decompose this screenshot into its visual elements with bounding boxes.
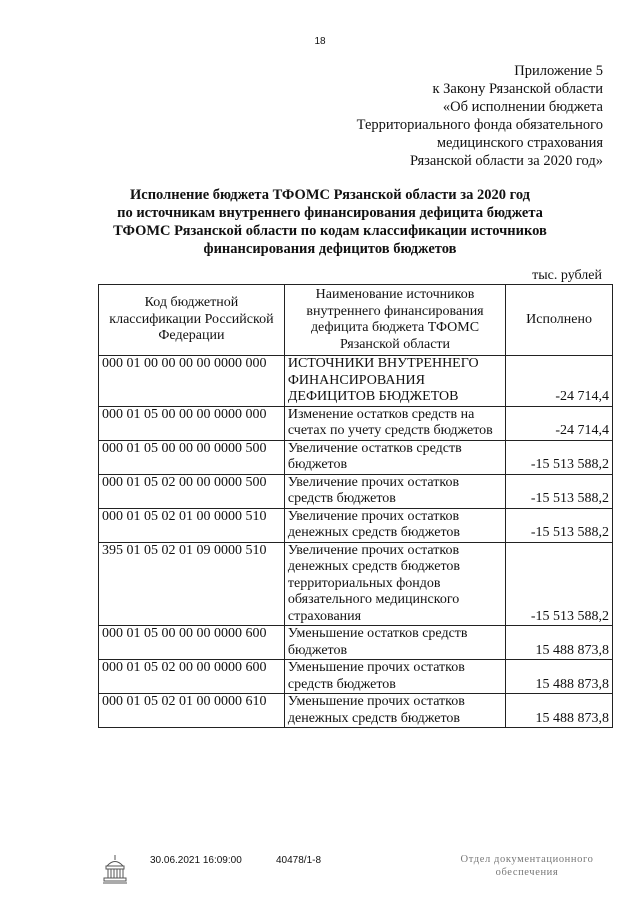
row-code: 000 01 05 00 00 00 0000 600 — [99, 626, 285, 660]
footer-doc-id: 40478/1-8 — [276, 855, 322, 866]
title-line: финансирования дефицитов бюджетов — [203, 241, 457, 257]
table-row — [99, 626, 613, 660]
department-stamp — [452, 853, 602, 879]
row-value: -24 714,4 — [506, 356, 613, 407]
row-code: 000 01 05 02 01 00 0000 610 — [99, 694, 285, 728]
footer — [0, 852, 640, 892]
appendix-line: «Об исполнении бюджета — [442, 99, 603, 115]
stamp-line: обеспечения — [495, 867, 559, 878]
row-code: 000 01 05 02 00 00 0000 600 — [99, 660, 285, 694]
footer-date: 30.06.2021 16:09:00 — [150, 855, 242, 866]
row-name: Уменьшение прочих остатков денежных средств бюджетов — [284, 694, 505, 728]
table-row — [99, 474, 613, 508]
document-title — [70, 186, 590, 258]
row-value: -15 513 588,2 — [506, 542, 613, 626]
appendix-line: Рязанской области за 2020 год» — [409, 153, 603, 169]
table-header-row — [99, 285, 613, 356]
row-name: Уменьшение остатков средств бюджетов — [284, 626, 505, 660]
row-name: Увеличение прочих остатков средств бюджетов — [284, 474, 505, 508]
table-row — [99, 508, 613, 542]
row-name: Увеличение прочих остатков денежных средств бюджетов — [284, 508, 505, 542]
row-value: -15 513 588,2 — [506, 474, 613, 508]
header-value: Исполнено — [506, 285, 613, 356]
header-name: Наименование источников внутреннего финансирования дефицита бюджета ТФОМС Рязанской области — [284, 285, 505, 356]
table-row — [99, 694, 613, 728]
duma-emblem-icon — [98, 852, 132, 886]
table-row — [99, 406, 613, 440]
appendix-line: Приложение 5 — [514, 63, 603, 79]
table-row — [99, 660, 613, 694]
row-code: 000 01 05 02 01 00 0000 510 — [99, 508, 285, 542]
appendix-line: к Закону Рязанской области — [432, 81, 603, 97]
page-number: 18 — [314, 36, 326, 47]
appendix-line: медицинского страхования — [436, 135, 603, 151]
row-value: 15 488 873,8 — [506, 694, 613, 728]
appendix-block — [283, 62, 603, 170]
table-row — [99, 440, 613, 474]
table-row — [99, 356, 613, 407]
stamp-line: Отдел документационного — [460, 854, 594, 865]
row-code: 000 01 00 00 00 00 0000 000 — [99, 356, 285, 407]
row-code: 000 01 05 00 00 00 0000 500 — [99, 440, 285, 474]
units-label: тыс. рублей — [532, 268, 602, 283]
row-value: 15 488 873,8 — [506, 626, 613, 660]
table-row — [99, 542, 613, 626]
row-code: 000 01 05 02 00 00 0000 500 — [99, 474, 285, 508]
row-name: ИСТОЧНИКИ ВНУТРЕННЕГО ФИНАНСИРОВАНИЯ ДЕФИЦИТОВ БЮДЖЕТОВ — [284, 356, 505, 407]
row-value: 15 488 873,8 — [506, 660, 613, 694]
row-code: 395 01 05 02 01 09 0000 510 — [99, 542, 285, 626]
title-line: по источникам внутреннего финансирования дефицита бюджета — [117, 205, 543, 221]
row-name: Увеличение прочих остатков денежных средств бюджетов территориальных фондов обязательного медицинского страхования — [284, 542, 505, 626]
title-line: ТФОМС Рязанской области по кодам классификации источников — [113, 223, 547, 239]
row-value: -15 513 588,2 — [506, 508, 613, 542]
row-code: 000 01 05 00 00 00 0000 000 — [99, 406, 285, 440]
row-name: Изменение остатков средств на счетах по учету средств бюджетов — [284, 406, 505, 440]
header-code: Код бюджетной классификации Российской Федерации — [99, 285, 285, 356]
row-value: -24 714,4 — [506, 406, 613, 440]
row-name: Уменьшение прочих остатков средств бюджетов — [284, 660, 505, 694]
appendix-line: Территориального фонда обязательного — [356, 117, 603, 133]
row-name: Увеличение остатков средств бюджетов — [284, 440, 505, 474]
title-line: Исполнение бюджета ТФОМС Рязанской области за 2020 год — [129, 187, 530, 203]
row-value: -15 513 588,2 — [506, 440, 613, 474]
budget-table — [98, 284, 613, 728]
